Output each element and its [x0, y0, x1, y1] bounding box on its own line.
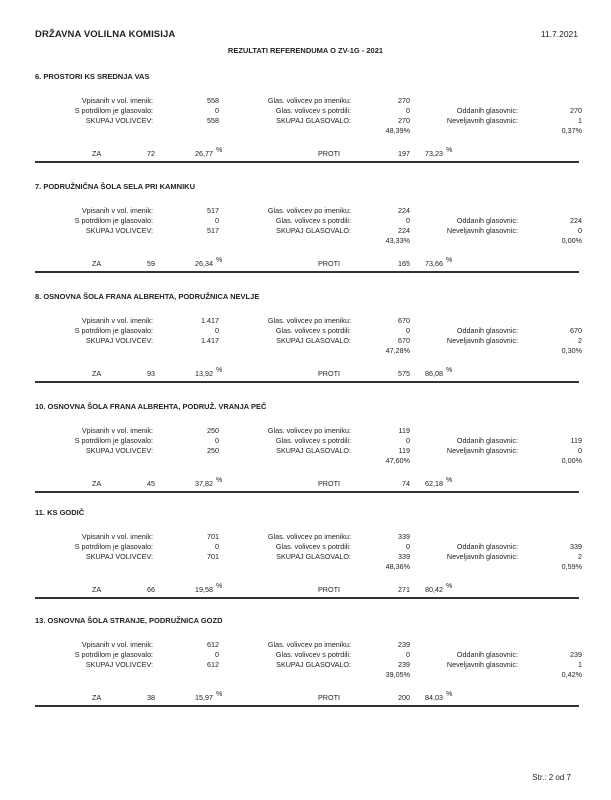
- total-voters-value: 1.417: [201, 336, 219, 345]
- against-count: 74: [402, 479, 410, 488]
- page-number: Str.: 2 od 7: [532, 773, 571, 782]
- against-percent: 62,18: [425, 479, 443, 488]
- invalid-percent: 0,30%: [561, 346, 582, 355]
- with-certificate-value: 0: [215, 326, 219, 335]
- header-organization: DRŽAVNA VOLILNA KOMISIJA: [35, 29, 176, 40]
- turnout-percent: 48,36%: [385, 562, 410, 571]
- with-certificate-value: 0: [215, 106, 219, 115]
- invalid-ballots-value: 2: [578, 336, 582, 345]
- ballots-cast-value: 270: [570, 106, 582, 115]
- total-voters-label: SKUPAJ VOLIVCEV:: [85, 660, 153, 669]
- votes-by-register-value: 239: [398, 640, 410, 649]
- votes-by-certificate-label: Glas. volivcev s potrdili:: [275, 216, 351, 225]
- against-count: 197: [398, 149, 410, 158]
- ballots-cast-value: 339: [570, 542, 582, 551]
- for-percent: 13,92: [195, 369, 213, 378]
- votes-by-certificate-value: 0: [406, 106, 410, 115]
- for-label: ZA: [92, 479, 102, 488]
- total-voted-label: SKUPAJ GLASOVALO:: [276, 116, 351, 125]
- for-label: ZA: [92, 149, 102, 158]
- registered-label: Vpisanih v vol. imenik:: [81, 96, 153, 105]
- section-title: 6. PROSTORI KS SREDNJA VAS: [35, 72, 150, 81]
- for-percent-sign: %: [216, 477, 223, 484]
- votes-by-register-value: 119: [398, 426, 410, 435]
- ballots-cast-label: Oddanih glasovnic:: [456, 650, 518, 659]
- for-label: ZA: [92, 693, 102, 702]
- votes-by-certificate-value: 0: [406, 216, 410, 225]
- section-title: 10. OSNOVNA ŠOLA FRANA ALBREHTA, PODRUŽ. VRANJA PEČ: [35, 402, 267, 411]
- invalid-percent: 0,00%: [561, 236, 582, 245]
- invalid-ballots-value: 2: [578, 552, 582, 561]
- section-divider: [35, 597, 579, 599]
- section-title: 13. OSNOVNA ŠOLA STRANJE, PODRUŽNICA GOZD: [35, 616, 223, 625]
- section-divider: [35, 271, 579, 273]
- against-label: PROTI: [318, 259, 340, 268]
- total-voters-label: SKUPAJ VOLIVCEV:: [85, 552, 153, 561]
- registered-value: 612: [207, 640, 219, 649]
- turnout-percent: 43,33%: [385, 236, 410, 245]
- votes-by-register-value: 270: [398, 96, 410, 105]
- for-label: ZA: [92, 369, 102, 378]
- total-voters-value: 701: [207, 552, 219, 561]
- against-count: 165: [398, 259, 410, 268]
- against-label: PROTI: [318, 369, 340, 378]
- total-voted-label: SKUPAJ GLASOVALO:: [276, 226, 351, 235]
- ballots-cast-value: 239: [570, 650, 582, 659]
- invalid-ballots-label: Neveljavnih glasovnic:: [446, 552, 518, 561]
- report-title: REZULTATI REFERENDUMA O ZV-1G - 2021: [227, 46, 384, 55]
- votes-by-register-label: Glas. volivcev po imeniku:: [267, 426, 351, 435]
- votes-by-certificate-label: Glas. volivcev s potrdili:: [275, 326, 351, 335]
- registered-label: Vpisanih v vol. imenik:: [81, 206, 153, 215]
- ballots-cast-label: Oddanih glasovnic:: [456, 326, 518, 335]
- total-voted-value: 239: [398, 660, 410, 669]
- section-title: 11. KS GODIČ: [35, 508, 85, 517]
- total-voted-value: 670: [398, 336, 410, 345]
- polling-station-section: [0, 508, 611, 618]
- for-label: ZA: [92, 259, 102, 268]
- registered-value: 517: [207, 206, 219, 215]
- votes-by-certificate-label: Glas. volivcev s potrdili:: [275, 106, 351, 115]
- registered-value: 250: [207, 426, 219, 435]
- against-percent: 73,23: [425, 149, 443, 158]
- against-label: PROTI: [318, 693, 340, 702]
- for-percent: 26,34: [195, 259, 213, 268]
- invalid-percent: 0,42%: [561, 670, 582, 679]
- section-divider: [35, 381, 579, 383]
- invalid-ballots-label: Neveljavnih glasovnic:: [446, 116, 518, 125]
- against-count: 575: [398, 369, 410, 378]
- registered-label: Vpisanih v vol. imenik:: [81, 316, 153, 325]
- against-count: 200: [398, 693, 410, 702]
- ballots-cast-label: Oddanih glasovnic:: [456, 106, 518, 115]
- total-voters-label: SKUPAJ VOLIVCEV:: [85, 226, 153, 235]
- against-percent: 80,42: [425, 585, 443, 594]
- for-count: 45: [147, 479, 155, 488]
- total-voters-label: SKUPAJ VOLIVCEV:: [85, 446, 153, 455]
- with-certificate-value: 0: [215, 216, 219, 225]
- against-percent: 84,03: [425, 693, 443, 702]
- invalid-percent: 0,00%: [561, 456, 582, 465]
- votes-by-certificate-value: 0: [406, 436, 410, 445]
- registered-value: 558: [207, 96, 219, 105]
- votes-by-certificate-value: 0: [406, 542, 410, 551]
- against-count: 271: [398, 585, 410, 594]
- votes-by-register-label: Glas. volivcev po imeniku:: [267, 96, 351, 105]
- for-label: ZA: [92, 585, 102, 594]
- for-percent-sign: %: [216, 691, 223, 698]
- against-label: PROTI: [318, 585, 340, 594]
- turnout-percent: 47,60%: [385, 456, 410, 465]
- votes-by-register-label: Glas. volivcev po imeniku:: [267, 206, 351, 215]
- for-percent: 19,58: [195, 585, 213, 594]
- for-percent: 26,77: [195, 149, 213, 158]
- for-count: 72: [147, 149, 155, 158]
- against-percent-sign: %: [446, 367, 453, 374]
- section-divider: [35, 161, 579, 163]
- votes-by-register-value: 670: [398, 316, 410, 325]
- section-divider: [35, 705, 579, 707]
- votes-by-register-label: Glas. volivcev po imeniku:: [267, 532, 351, 541]
- votes-by-register-value: 224: [398, 206, 410, 215]
- section-title: 7. PODRUŽNIČNA ŠOLA SELA PRI KAMNIKU: [35, 182, 196, 191]
- invalid-ballots-label: Neveljavnih glasovnic:: [446, 660, 518, 669]
- turnout-percent: 47,28%: [385, 346, 410, 355]
- total-voters-value: 517: [207, 226, 219, 235]
- votes-by-certificate-label: Glas. volivcev s potrdili:: [275, 436, 351, 445]
- for-count: 93: [147, 369, 155, 378]
- section-divider: [35, 491, 579, 493]
- invalid-percent: 0,59%: [561, 562, 582, 571]
- against-percent-sign: %: [446, 147, 453, 154]
- total-voted-label: SKUPAJ GLASOVALO:: [276, 552, 351, 561]
- polling-station-section: [0, 182, 611, 292]
- registered-label: Vpisanih v vol. imenik:: [81, 426, 153, 435]
- against-label: PROTI: [318, 479, 340, 488]
- with-certificate-label: S potrdilom je glasovalo:: [74, 436, 153, 445]
- total-voters-value: 558: [207, 116, 219, 125]
- with-certificate-value: 0: [215, 436, 219, 445]
- against-percent: 73,66: [425, 259, 443, 268]
- for-percent-sign: %: [216, 147, 223, 154]
- votes-by-certificate-label: Glas. volivcev s potrdili:: [275, 650, 351, 659]
- ballots-cast-label: Oddanih glasovnic:: [456, 542, 518, 551]
- votes-by-certificate-value: 0: [406, 326, 410, 335]
- total-voted-label: SKUPAJ GLASOVALO:: [276, 336, 351, 345]
- total-voted-label: SKUPAJ GLASOVALO:: [276, 660, 351, 669]
- for-percent: 15,97: [195, 693, 213, 702]
- header-date: 11.7.2021: [540, 29, 578, 39]
- polling-station-section: [0, 72, 611, 182]
- registered-value: 701: [207, 532, 219, 541]
- invalid-ballots-label: Neveljavnih glasovnic:: [446, 226, 518, 235]
- against-label: PROTI: [318, 149, 340, 158]
- votes-by-register-value: 339: [398, 532, 410, 541]
- invalid-ballots-value: 0: [578, 226, 582, 235]
- with-certificate-value: 0: [215, 650, 219, 659]
- with-certificate-label: S potrdilom je glasovalo:: [74, 106, 153, 115]
- turnout-percent: 39,05%: [385, 670, 410, 679]
- turnout-percent: 48,39%: [385, 126, 410, 135]
- with-certificate-label: S potrdilom je glasovalo:: [74, 650, 153, 659]
- polling-station-section: [0, 402, 611, 512]
- total-voters-label: SKUPAJ VOLIVCEV:: [85, 116, 153, 125]
- for-percent: 37,82: [195, 479, 213, 488]
- for-percent-sign: %: [216, 367, 223, 374]
- votes-by-certificate-value: 0: [406, 650, 410, 659]
- against-percent-sign: %: [446, 583, 453, 590]
- registered-value: 1.417: [201, 316, 219, 325]
- total-voted-value: 270: [398, 116, 410, 125]
- invalid-ballots-value: 1: [578, 116, 582, 125]
- ballots-cast-label: Oddanih glasovnic:: [456, 216, 518, 225]
- section-title: 8. OSNOVNA ŠOLA FRANA ALBREHTA, PODRUŽNICA NEVLJE: [35, 292, 260, 301]
- total-voters-label: SKUPAJ VOLIVCEV:: [85, 336, 153, 345]
- for-count: 66: [147, 585, 155, 594]
- total-voted-label: SKUPAJ GLASOVALO:: [276, 446, 351, 455]
- for-percent-sign: %: [216, 583, 223, 590]
- total-voted-value: 224: [398, 226, 410, 235]
- against-percent-sign: %: [446, 257, 453, 264]
- polling-station-section: [0, 616, 611, 726]
- votes-by-register-label: Glas. volivcev po imeniku:: [267, 316, 351, 325]
- with-certificate-label: S potrdilom je glasovalo:: [74, 326, 153, 335]
- total-voted-value: 119: [398, 446, 410, 455]
- votes-by-certificate-label: Glas. volivcev s potrdili:: [275, 542, 351, 551]
- registered-label: Vpisanih v vol. imenik:: [81, 640, 153, 649]
- against-percent-sign: %: [446, 691, 453, 698]
- with-certificate-value: 0: [215, 542, 219, 551]
- invalid-ballots-label: Neveljavnih glasovnic:: [446, 336, 518, 345]
- invalid-ballots-value: 1: [578, 660, 582, 669]
- total-voted-value: 339: [398, 552, 410, 561]
- invalid-percent: 0,37%: [561, 126, 582, 135]
- against-percent-sign: %: [446, 477, 453, 484]
- total-voters-value: 612: [207, 660, 219, 669]
- invalid-ballots-value: 0: [578, 446, 582, 455]
- for-count: 38: [147, 693, 155, 702]
- for-count: 59: [147, 259, 155, 268]
- invalid-ballots-label: Neveljavnih glasovnic:: [446, 446, 518, 455]
- with-certificate-label: S potrdilom je glasovalo:: [74, 542, 153, 551]
- ballots-cast-label: Oddanih glasovnic:: [456, 436, 518, 445]
- with-certificate-label: S potrdilom je glasovalo:: [74, 216, 153, 225]
- against-percent: 86,08: [425, 369, 443, 378]
- votes-by-register-label: Glas. volivcev po imeniku:: [267, 640, 351, 649]
- ballots-cast-value: 670: [570, 326, 582, 335]
- total-voters-value: 250: [207, 446, 219, 455]
- registered-label: Vpisanih v vol. imenik:: [81, 532, 153, 541]
- polling-station-section: [0, 292, 611, 402]
- for-percent-sign: %: [216, 257, 223, 264]
- ballots-cast-value: 119: [570, 436, 582, 445]
- ballots-cast-value: 224: [570, 216, 582, 225]
